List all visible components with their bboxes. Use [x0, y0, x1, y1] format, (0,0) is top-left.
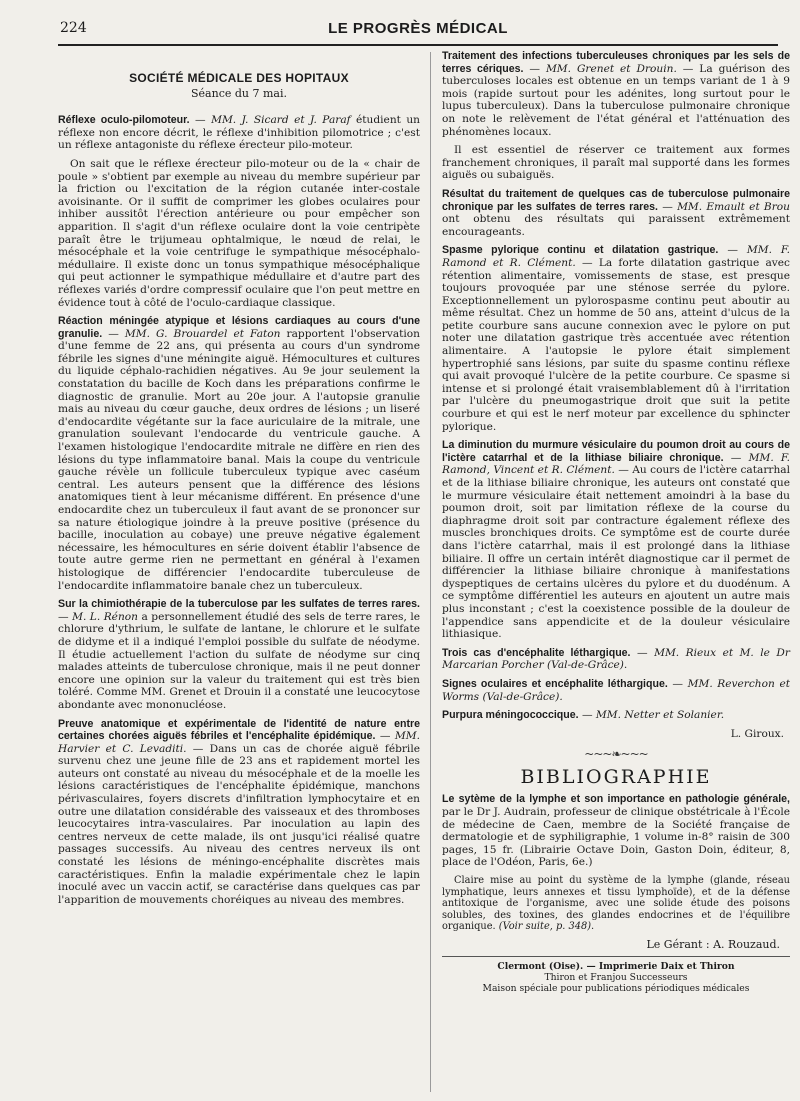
page-number: 224 [60, 20, 87, 36]
item-paragraph: Il est essentiel de réserver ce traitement aux formes franchement chroniques, il paraît mal supporté dans les formes aiguës ou subaiguës. [442, 144, 790, 182]
item-title: Résultat du traitement de quelques cas de tuberculose pulmonaire chronique par les sulfates de terres rares. [442, 187, 790, 213]
item-text: étudient un réflexe non encore décrit, le réflexe d'inhibition pilomotrice ; c'est un réflexe antagoniste du réflexe érecteur pilo-moteur. [58, 114, 420, 152]
bibliography-entry [442, 793, 790, 869]
item-title: Purpura méningococcique. [442, 709, 579, 722]
report-item: Résultat du traitement de quelques cas de tuberculose pulmonaire chronique par les sulfates de terres rares. — MM. Emault et Brou ont obtenu des résultats qui paraissent extrêmement encourageants. [442, 187, 790, 238]
book-review [442, 875, 790, 933]
imprint-line-2: Thiron et Franjou Successeurs [544, 971, 688, 983]
review-text: Claire mise au point du système de la lymphe (glande, réseau lymphatique, leurs annexes et tissu lymphoïde), et de la défense antitoxique de l'organisme, avec une solide étude des poisons solubles, des toxines, des glandes endocrines et de l'équilibre organique. [442, 875, 790, 933]
report-item: Traitement des infections tuberculeuses chroniques par les sels de terres cériques. — MM. Grenet et Drouin. — La guérison des tuberculoses locales est obtenue en un temps variant de 1 à 9 mois (rapide surtout pour les adénites, long surtout pour le lupus tuberculeux). Dans la tuberculose pulmonaire chronique on note le relèvement de l'état général et l'atténuation des phénomènes locaux. [442, 50, 790, 138]
report-item: Preuve anatomique et expérimentale de l'identité de nature entre certaines chorées aiguës fébriles et l'encéphalite épidémique. — MM. Harvier et C. Levaditi. — Dans un cas de chorée aiguë fébrile survenu chez une jeune fille de 23 ans et rapidement mortel les auteurs ont constaté au niveau du mésocéphale et de la moelle les lésions caractéristiques de l'encéphalite épidémique, manchons périvasculaires, foyers discrets d'infiltration lymphocytaire et en outre une dilatation considérable des vaisseaux et des thromboses leucocytaires intra-vasculaires. Par inoculation au lapin des centres nerveux de cette malade, ils ont jusqu'ici réalisé quatre passages successifs. Au niveau des centres nerveux ils ont constaté les lésions de méningo-encéphalite discrètes mais caractéristiques. Enfin la maladie expérimentale chez le lapin inoculé avec un vaccin actif, se caractérise dans quelques cas par l'apparition de mouvements choréiques au niveau des membres. [58, 717, 420, 906]
continued-note: (Voir suite, p. 348). [498, 921, 595, 933]
report-item: Trois cas d'encéphalite léthargique. — MM. Rieux et M. le Dr Marcarian Porcher (Val-de-Grâce). [442, 646, 790, 672]
item-title: Trois cas d'encéphalite léthargique. [442, 646, 631, 659]
session-date: Séance du 7 mai. [191, 86, 287, 100]
report-item: Sur la chimiothérapie de la tuberculose par les sulfates de terres rares. — M. L. Rénon a personnellement étudié des sels de terre rares, le chlorure d'ythrium, le sulfate de lantane, le chlorure et le sulfate de didyme et il a indiqué l'emploi possible du sulfate de néodyme. Il étudie actuellement l'action du sulfate de néodyme sur cinq malades atteints de tuberculose chronique, mais il ne peut donner encore une opinion sur la valeur du traitement qui est très bien toléré. Comme MM. Grenet et Drouin il a constaté une leucocytose abondante avec mononucléose. [58, 598, 421, 711]
item-authors: MM. Reverchon et Worms (Val-de-Grâce). [442, 677, 790, 703]
report-item: La diminution du murmure vésiculaire du poumon droit au cours de l'ictère catarrhal et de la lithiase biliaire chronique. — MM. F. Ramond, Vincent et R. Clément. — Au cours de l'ictère catarrhal et de la lithiase biliaire chronique, les auteurs ont constaté que le murmure vésiculaire était nettement amoindri à la base du poumon droit, soit par limitation réflexe de la course du diaphragme droit soit par contracture également réflexe des muscles bronchiques droits. Ce symptôme est de courte durée dans l'ictère catarrhal, mais il est prolongé dans la lithiase biliaire. Il offre un certain intérêt diagnostique car il permet de différencier la lithiase biliaire chronique à manifestations dyspeptiques de certains ulcères du pylore et du duodénum. A ce symptôme différentiel les auteurs en ajoutent un autre mais plus inconstant ; c'est la coexistence possible de la douleur de l'appendice sans appendicite et de la douleur vésiculaire lithiasique. [442, 439, 790, 641]
item-authors: MM. Emault et Brou [677, 200, 790, 213]
item-authors: MM. Grenet et Drouin. [545, 62, 677, 75]
item-authors: MM. G. Brouardel et Faton [124, 327, 281, 340]
imprint-line-3: Maison spéciale pour publications périodiques médicales [482, 982, 750, 994]
item-title: Preuve anatomique et expérimentale de l'identité de nature entre certaines chorées aiguës fébriles et l'encéphalite épidémique. [58, 717, 420, 743]
left-column [58, 50, 420, 912]
book-title: Le sytème de la lymphe et son importance en pathologie générale, [442, 793, 790, 806]
item-authors: MM. Netter et Solanier. [595, 709, 725, 722]
item-title: La diminution du murmure vésiculaire du poumon droit au cours de l'ictère catarrhal et de la lithiase biliaire chronique. [442, 439, 790, 464]
item-title: Spasme pylorique continu et dilatation gastrique. [442, 244, 719, 257]
gerant-line: Le Gérant : A. Rouzaud. [646, 938, 780, 951]
item-title: Signes oculaires et encéphalite léthargique. [442, 677, 668, 690]
item-title: Sur la chimiothérapie de la tuberculose par les sulfates de terres rares. [58, 598, 420, 611]
page-header [58, 18, 778, 46]
section-title: SOCIÉTÉ MÉDICALE DES HOPITAUX [129, 71, 349, 85]
item-authors: MM. F. Ramond, Vincent et R. Clément. [442, 451, 790, 477]
item-authors: M. L. Rénon [72, 610, 138, 623]
item-authors: MM. F. Ramond et R. Clément. [442, 244, 790, 269]
journal-title: LE PROGRÈS MÉDICAL [328, 20, 508, 37]
report-item: Réaction méningée atypique et lésions cardiaques au cours d'une granulie. — MM. G. Brouardel et Faton rapportent l'observation d'une femme de 22 ans, qui présenta au cours d'un syndrome fébrile les signes d'une méningite aiguë. Hémocultures et cultures du liquide céphalo-rachidien négatives. Au 9e jour seulement la constatation du bacille de Koch dans les préparations confirme le diagnostic de granulie. Mort au 20e jour. A l'autopsie granulie mais au niveau du cœur gauche, deux ordres de lésions ; un liseré d'endocardite végétante sur la face auriculaire de la mitrale, une granulation soulevant l'endocarde du ventricule gauche. A l'examen histologique l'endocardite mitrale ne diffère en rien des lésions du type inflammatoire banal. Mais la coupe du ventricule gauche révèle un follicule tuberculeux typique avec caséum central. Les auteurs pensent que la différence des lésions anatomiques tient à leur mécanisme différent. En présence d'une endocardite chez un tuberculeux il faut avant de se prononcer sur sa nature étiologique joindre à la preuve positive (présence du bacille, inoculation au cobaye) une preuve négative également nécessaire, les hémocultures en série doivent établir l'absence de toute autre germe rien ne permettant en général à l'examen histologique de différencier l'endocardite tuberculeuse de l'endocardite inflammatoire banale chez un tuberculeux. [58, 315, 420, 592]
report-item: Réflexe oculo-pilomoteur. — MM. J. Sicard et J. Paraf étudient un réflexe non encore décrit, le réflexe d'inhibition pilomotrice ; c'est un réflexe antagoniste du réflexe érecteur pilo-moteur. [58, 114, 420, 152]
report-signature: L. Giroux. [730, 727, 784, 740]
item-text: a personnellement étudié des sels de terre rares, le chlorure d'ythrium, le sulfate de lantane, le chlorure et le sulfate de didyme et il a indiqué l'emploi possible du sulfate de néodyme. Il étudie actuellement l'action du sulfate de néodyme sur cinq malades atteints de tuberculose chronique, mais il ne peut donner encore une opinion sur la valeur du traitement qui est très bien toléré. Comme MM. Grenet et Drouin il a constaté une leucocytose abondante avec mononucléose. [58, 610, 421, 711]
right-column [442, 50, 790, 994]
item-title: Réaction méningée atypique et lésions cardiaques au cours d'une granulie. [58, 315, 420, 340]
item-text: Au cours de l'ictère catarrhal et de la lithiase biliaire chronique, les auteurs ont constaté que le murmure vésiculaire était nettement amoindri à la base du poumon droit, soit par limitation réflexe de la course du diaphragme droit soit par contracture également réflexe des muscles bronchiques droits. Ce symptôme est de courte durée dans l'ictère catarrhal, mais il est prolongé dans la lithiase biliaire. Il offre un certain intérêt diagnostique car il permet de différencier la lithiase biliaire chronique à manifestations dyspeptiques de certains ulcères du pylore et du duodénum. A ce symptôme différentiel les auteurs en ajoutent un autre mais plus inconstant ; c'est la coexistence possible de la douleur de l'appendice sans appendicite et de la douleur vésiculaire lithiasique. [442, 464, 790, 641]
bibliography-title: BIBLIOGRAPHIE [520, 765, 712, 788]
book-reference: par le Dr J. Audrain, professeur de clinique obstétricale à l'École de médecine de Caen, membre de la Société française de dermatologie et de syphiligraphie, 1 volume in-8° raisin de 300 pages, 15 fr. (Librairie Octave Doin, Gaston Doin, éditeur, 8, place de l'Odéon, Paris, 6e.) [442, 806, 790, 869]
item-text: La forte dilatation gastrique avec rétention alimentaire, vomissements de stase, est presque toujours provoquée par une sténose serrée du pylore. Exceptionnellement un pylorospasme continu peut aboutir au même résultat. Chez un homme de 50 ans, atteint d'ulcus de la petite courbure sans aucune connexion avec le pylore on put noter une dilatation gastrique très accentuée avec rétention alimentaire. A l'autopsie le pylore était simplement hypertrophié sans lésions, par suite du spasme continu réflexe qui avait provoqué l'ulcère de la petite courbure. Ce spasme si intense et si prolongé était vraisemblablement dû à l'irritation par l'ulcère du pneumogastrique droit que suit la petite courbure et qui est le nerf moteur par excellence du sphincter pylorique. [442, 256, 790, 433]
item-title: Traitement des infections tuberculeuses chroniques par les sels de terres cériques. [442, 50, 790, 75]
item-text: Dans un cas de chorée aiguë fébrile survenu chez une jeune fille de 23 ans et rapidement mortel les auteurs ont constaté au niveau du mésocéphale et de la moelle les lésions caractéristiques de l'encéphalite épidémique, manchons périvasculaires, foyers discrets d'infiltration lymphocytaire et en outre une dilatation considérable des vaisseaux et des thromboses leucocytaires intra-vasculaires. Par inoculation au lapin des centres nerveux de cette malade, ils ont jusqu'ici réalisé quatre passages successifs. Au niveau des centres nerveux ils ont constaté les lésions de méningo-encéphalite discrètes mais caractéristiques. Enfin la maladie expérimentale chez le lapin inoculé avec un vaccin actif, se caractérise dans quelques cas par l'apparition de mouvements choréiques au niveau des membres. [58, 742, 420, 906]
ornament-divider: ~~~❧~~~ [584, 747, 648, 762]
item-text: La guérison des tuberculoses locales est obtenue en un temps variant de 1 à 9 mois (rapide surtout pour les adénites, long surtout pour le lupus tuberculeux). Dans la tuberculose pulmonaire chronique on note le relèvement de l'état général et l'atténuation des phénomènes locaux. [442, 62, 790, 138]
item-authors: MM. J. Sicard et J. Paraf [211, 114, 351, 127]
item-text: rapportent l'observation d'une femme de 22 ans, qui présenta au cours d'un syndrome fébrile les signes d'une méningite aiguë. Hémocultures et cultures du liquide céphalo-rachidien négatives. Au 9e jour seulement la constatation du bacille de Koch dans les préparations confirme le diagnostic de granulie. Mort au 20e jour. A l'autopsie granulie mais au niveau du cœur gauche, deux ordres de lésions ; un liseré d'endocardite végétante sur la face auriculaire de la mitrale, une granulation soulevant l'endocarde du ventricule gauche. A l'examen histologique l'endocardite mitrale ne diffère en rien des lésions du type inflammatoire banal. Mais la coupe du ventricule gauche révèle un follicule tuberculeux typique avec caséum central. Les auteurs pensent que la différence des lésions anatomiques tient à leur mécanisme différent. En présence d'une endocardite chez un tuberculeux il faut avant de se prononcer sur sa nature étiologique joindre à la preuve positive (présence du bacille, inoculation au cobaye) une preuve négative également nécessaire, les hémocultures en série doivent établir l'absence de toute autre germe rien ne permettant en général à l'examen histologique de différencier l'endocardite tuberculeuse de l'endocardite inflammatoire banale chez un tuberculeux. [58, 327, 420, 592]
item-paragraph: On sait que le réflexe érecteur pilo-moteur ou de la « chair de poule » s'obtient par exemple au niveau du membre supérieur par la friction ou l'excitation de la région cutanée inter-costale avoisinante. Or il suffit de comprimer les globes oculaires pour inhiber aussitôt l'érection antérieure ou pour empêcher son apparition. Il s'agit d'un réflexe oculaire dont la voie centripète paraît être le trijumeau ophtalmique, le nœud de relai, le mésocéphale et la voie centrifuge le sympathique mésocéphalo-médullaire. Il existe donc un tonus sympathique mésocéphalique qui peut actionner le sympathique médullaire et d'autre part des réflexes variés d'ordre compressif oculaire que l'on peut mettre en évidence tout à côté de l'oculo-cardiaque classique. [58, 157, 420, 309]
column-divider [430, 52, 431, 1092]
item-title: Réflexe oculo-pilomoteur. [58, 114, 190, 127]
printer-imprint [442, 956, 790, 994]
item-authors: MM. Rieux et M. le Dr Marcarian Porcher (Val-de-Grâce). [442, 646, 790, 672]
report-item: Spasme pylorique continu et dilatation gastrique. — MM. F. Ramond et R. Clément. — La forte dilatation gastrique avec rétention alimentaire, vomissements de stase, est presque toujours provoquée par une sténose serrée du pylore. Exceptionnellement un pylorospasme continu peut aboutir au même résultat. Chez un homme de 50 ans, atteint d'ulcus de la petite courbure sans aucune connexion avec le pylore on put noter une dilatation gastrique très accentuée avec rétention alimentaire. A l'autopsie le pylore était simplement hypertrophié sans lésions, par suite du spasme continu réflexe qui avait provoqué l'ulcère de la petite courbure. Ce spasme si intense et si prolongé était vraisemblablement dû à l'irritation par l'ulcère du pneumogastrique droit que suit la petite courbure et qui est le nerf moteur par excellence du sphincter pylorique. [442, 244, 790, 433]
report-item: Purpura méningococcique. — MM. Netter et Solanier. [442, 709, 725, 722]
imprint-line-1: Clermont (Oise). — Imprimerie Daix et Thiron [497, 960, 735, 972]
item-authors: MM. Harvier et C. Levaditi. [58, 730, 420, 755]
report-item: Signes oculaires et encéphalite léthargique. — MM. Reverchon et Worms (Val-de-Grâce). [442, 677, 790, 703]
item-text: ont obtenu des résultats qui paraissent extrêmement encourageants. [442, 213, 790, 238]
